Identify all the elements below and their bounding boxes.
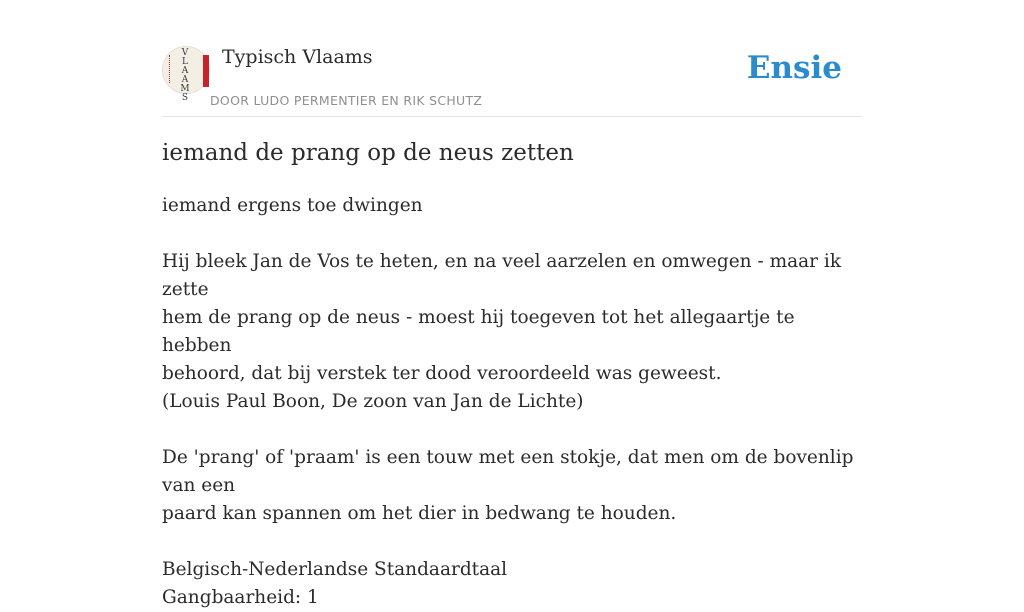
avatar-red-dots: [169, 55, 173, 83]
quote-line: hem de prang op de neus - moest hij toegeven tot het allegaartje te hebben: [162, 307, 795, 356]
post-content: [162, 192, 866, 612]
paragraph-gap: [162, 220, 866, 248]
ensie-logo[interactable]: Ensie: [746, 50, 842, 86]
post-title: iemand de prang op de neus zetten: [162, 140, 574, 166]
book-cover-icon[interactable]: [162, 46, 210, 103]
avatar-letters: V L A A M S: [180, 48, 190, 103]
explanation-line: De 'prang' of 'praam' is een touw met een stokje, dat men om de bovenlip van een: [162, 447, 854, 496]
paragraph-gap: [162, 416, 866, 444]
blog-title[interactable]: Typisch Vlaams: [222, 46, 373, 68]
quote-line: Hij bleek Jan de Vos te heten, en na veel aarzelen en omwegen - maar ik zette: [162, 251, 842, 300]
explanation-line: paard kan spannen om het dier in bedwang te houden.: [162, 503, 677, 524]
paragraph-gap: [162, 528, 866, 556]
post-card: [162, 0, 862, 608]
quote-source: (Louis Paul Boon, De zoon van Jan de Lichte): [162, 391, 584, 412]
usage-text: Gangbaarheid: 1: [162, 587, 319, 608]
author-byline: DOOR LUDO PERMENTIER EN RIK SCHUTZ: [210, 93, 483, 108]
post-header: [162, 0, 862, 117]
definition-text: iemand ergens toe dwingen: [162, 195, 423, 216]
category-text: Belgisch-Nederlandse Standaardtaal: [162, 559, 508, 580]
quote-line: behoord, dat bij verstek ter dood veroordeeld was geweest.: [162, 363, 722, 384]
avatar-red-stripe: [203, 55, 209, 87]
